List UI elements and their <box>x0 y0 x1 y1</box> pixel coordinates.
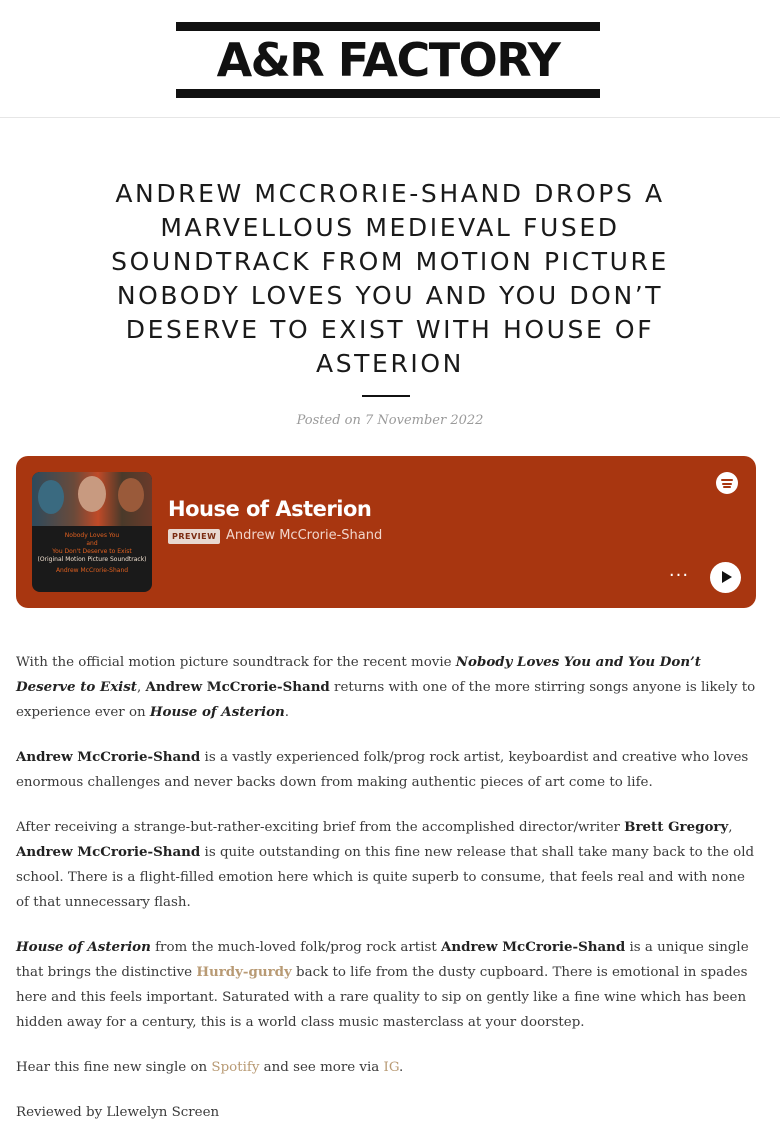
logo-text: A&R FACTORY <box>216 33 560 87</box>
director-name: Brett Gregory <box>624 819 729 835</box>
artist-name: Andrew McCrorie-Shand <box>16 844 201 860</box>
play-button[interactable] <box>710 562 741 593</box>
more-options-icon[interactable]: ··· <box>668 565 690 586</box>
cover-line-1: Nobody Loves You <box>64 532 120 539</box>
posted-on <box>0 413 780 428</box>
cover-line-3: You Don't Deserve to Exist <box>52 548 132 555</box>
post-date[interactable]: 7 November 2022 <box>365 413 484 428</box>
play-icon <box>722 571 732 583</box>
cover-face-center <box>78 476 106 512</box>
reviewer-credit: Reviewed by Llewelyn Screen <box>16 1105 220 1120</box>
logo-top-bar <box>176 22 600 31</box>
cover-text <box>32 532 152 575</box>
track-title[interactable]: House of Asterion <box>168 497 372 521</box>
site-logo[interactable] <box>176 22 600 98</box>
instagram-link[interactable]: IG <box>383 1060 400 1075</box>
track-artist[interactable]: Andrew McCrorie-Shand <box>226 528 383 543</box>
hurdy-gurdy-link[interactable]: Hurdy-gurdy <box>196 964 292 980</box>
spotify-icon[interactable] <box>716 472 738 494</box>
post-title: ANDREW MCCRORIE-SHAND DROPS A MARVELLOUS MEDIEVAL FUSED SOUNDTRACK FROM MOTION PICTURE NOBODY LOVES YOU AND YOU DON’T DESERVE TO EXIST WITH HOUSE OF ASTERION <box>111 179 669 378</box>
preview-badge: PREVIEW <box>168 529 220 544</box>
logo-bottom-bar <box>176 89 600 98</box>
cover-line-4: (Original Motion Picture Soundtrack) <box>37 556 147 563</box>
song-title: House of Asterion <box>149 704 285 720</box>
cover-face-left <box>38 480 64 514</box>
site-header <box>0 0 780 118</box>
movie-title: Nobody Loves You and You Don’t Deserve to Exist <box>16 654 701 695</box>
article-paragraph-1: With the official motion picture soundtrack for the recent movie Nobody Loves You and You Don’t Deserve to Exist, Andrew McCrorie-Shand returns with one of the more stirring songs anyone is likely to experience ever on House of Asterion. <box>16 654 756 720</box>
spotify-embed[interactable] <box>16 456 756 608</box>
article-paragraph-3: After receiving a strange-but-rather-exciting brief from the accomplished director/writer Brett Gregory, Andrew McCrorie-Shand is quite outstanding on this fine new release that shall take many back to the old school. There is a flight-filled emotion here which is quite superb to consume, that feels real and with none of that unnecessary flash. <box>16 819 755 910</box>
article-body <box>16 650 760 1145</box>
article-paragraph-4: House of Asterion from the much-loved folk/prog rock artist Andrew McCrorie-Shand is a unique single that brings the distinctive Hurdy-gurdy back to life from the dusty cupboard. There is emotional in spades here and this feels important. Saturated with a rare quality to sip on gently like a fine wine which has been hidden away for a century, this is a world class music masterclass at your doorstep. <box>16 939 749 1030</box>
artist-name: Andrew McCrorie-Shand <box>16 749 201 765</box>
spotify-link[interactable]: Spotify <box>211 1060 260 1075</box>
cover-line-2: and <box>86 540 98 547</box>
cover-face-right <box>118 478 144 512</box>
cover-line-5: Andrew McCrorie-Shand <box>55 567 129 574</box>
title-divider <box>362 395 410 397</box>
song-title: House of Asterion <box>16 939 151 955</box>
artist-name: Andrew McCrorie-Shand <box>145 679 330 695</box>
artist-name: Andrew McCrorie-Shand <box>440 939 626 955</box>
album-cover[interactable] <box>32 472 152 592</box>
article-paragraph-5: Hear this fine new single on Spotify and see more via IG. <box>16 1060 404 1075</box>
article-paragraph-2: Andrew McCrorie-Shand is a vastly experienced folk/prog rock artist, keyboardist and creative who loves enormous challenges and never backs down from making authentic pieces of art come to life. <box>16 749 749 790</box>
posted-prefix: Posted on <box>296 413 361 428</box>
